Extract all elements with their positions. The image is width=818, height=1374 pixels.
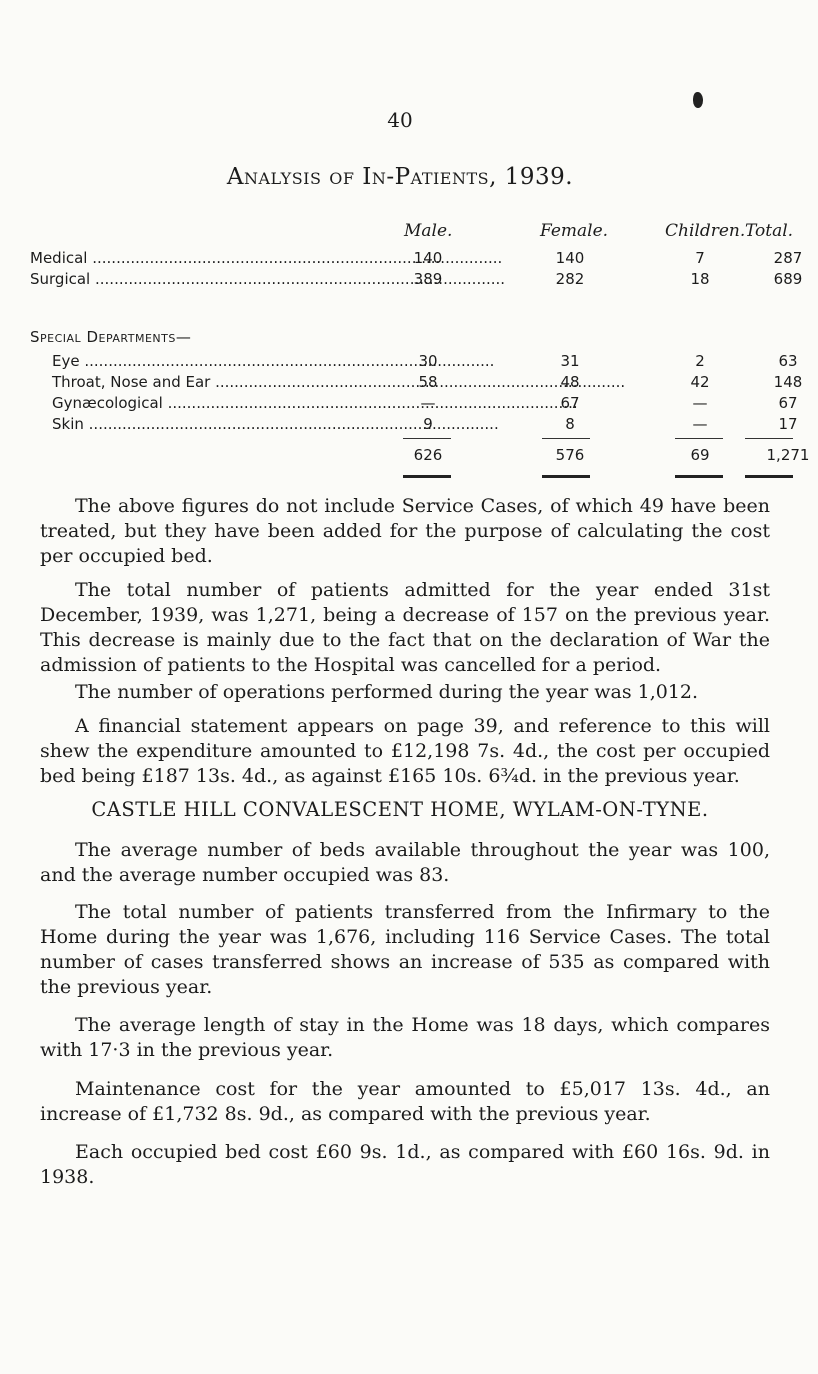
- cell: 9: [423, 415, 433, 433]
- cell: 389: [413, 270, 443, 288]
- totals-row: [30, 446, 810, 466]
- col-header-male: Male.: [404, 221, 453, 241]
- table-row: [30, 415, 798, 435]
- rule: [745, 438, 793, 439]
- section-title: CASTLE HILL CONVALESCENT HOME, WYLAM-ON-TYNE.: [91, 798, 709, 821]
- page-number: 40: [387, 108, 413, 132]
- ink-blot: [693, 92, 703, 108]
- cell: —: [692, 415, 708, 433]
- double-rule: [542, 475, 590, 478]
- row-label: Gynæcological .....: [52, 394, 405, 412]
- page-title: Analysis of In-Patients, 1939.: [226, 164, 574, 190]
- cell: —: [692, 394, 708, 412]
- row-label: Medical .....: [30, 249, 405, 267]
- rule: [542, 438, 590, 439]
- paragraph: The number of operations performed during the year was 1,012.: [75, 681, 699, 703]
- col-header-total: Total.: [745, 221, 794, 241]
- cell: 48: [560, 373, 580, 391]
- cell: 30: [418, 352, 438, 370]
- cell: 31: [560, 352, 580, 370]
- cell: 63: [778, 352, 798, 370]
- paragraph: The total number of patients transferred from the Infirmary to the Home during the year was 1,676, including 116 Service Cases. The total number of cases transferred shows an increase of 535 as compared with the previous year.: [40, 901, 770, 998]
- cell: 287: [773, 249, 803, 267]
- paragraph: A financial statement appears on page 39, and reference to this will shew the expenditure amounted to £12,198 7s. 4d., the cost per occupied bed being £187 13s. 4d., as against £165 10s. 6¾d. in the previous year.: [40, 715, 770, 787]
- col-header-female: Female.: [540, 221, 609, 241]
- row-label: Skin .....: [52, 415, 405, 433]
- row-label: Throat, Nose and Ear .....: [52, 373, 405, 391]
- cell: 42: [690, 373, 710, 391]
- cell: —: [420, 394, 436, 412]
- cell: 140: [413, 249, 443, 267]
- total-cell: 576: [555, 446, 585, 464]
- cell: 17: [778, 415, 798, 433]
- paragraph: The total number of patients admitted for the year ended 31st December, 1939, was 1,271, being a decrease of 157 on the previous year. This decrease is mainly due to the fact that on the declaration of War the admission of patients to the Hospital was cancelled for a period.: [40, 579, 770, 676]
- cell: 67: [778, 394, 798, 412]
- total-cell: 626: [413, 446, 443, 464]
- table-row: [30, 394, 798, 414]
- table-row: [30, 373, 803, 393]
- cell: 67: [560, 394, 580, 412]
- cell: 2: [695, 352, 705, 370]
- table-row: [30, 352, 798, 372]
- rule: [403, 438, 451, 439]
- cell: 8: [565, 415, 575, 433]
- total-cell: 1,271: [766, 446, 810, 464]
- paragraph: Maintenance cost for the year amounted to £5,017 13s. 4d., an increase of £1,732 8s. 9d., as compared with the previous year.: [40, 1078, 770, 1125]
- cell: 148: [773, 373, 803, 391]
- double-rule: [675, 475, 723, 478]
- paragraph: The above figures do not include Service Cases, of which 49 have been treated, but they have been added for the purpose of calculating the cost per occupied bed.: [40, 495, 770, 567]
- cell: 18: [690, 270, 710, 288]
- cell: 140: [555, 249, 585, 267]
- double-rule: [403, 475, 451, 478]
- total-cell: 69: [690, 446, 710, 464]
- table-row: [30, 270, 803, 290]
- cell: 282: [555, 270, 585, 288]
- col-header-children: Children.: [665, 221, 746, 241]
- double-rule: [745, 475, 793, 478]
- paragraph: Each occupied bed cost £60 9s. 1d., as compared with £60 16s. 9d. in 1938.: [40, 1141, 770, 1188]
- table-row: [30, 249, 803, 269]
- cell: 58: [418, 373, 438, 391]
- paragraph: The average length of stay in the Home was 18 days, which compares with 17·3 in the previous year.: [40, 1014, 770, 1061]
- row-label: Eye .....: [52, 352, 405, 370]
- rule: [675, 438, 723, 439]
- cell: 689: [773, 270, 803, 288]
- cell: 7: [695, 249, 705, 267]
- paragraph: The average number of beds available throughout the year was 100, and the average number occupied was 83.: [40, 839, 770, 886]
- row-label: Surgical .....: [30, 270, 405, 288]
- section-heading: Special Departments—: [30, 328, 192, 346]
